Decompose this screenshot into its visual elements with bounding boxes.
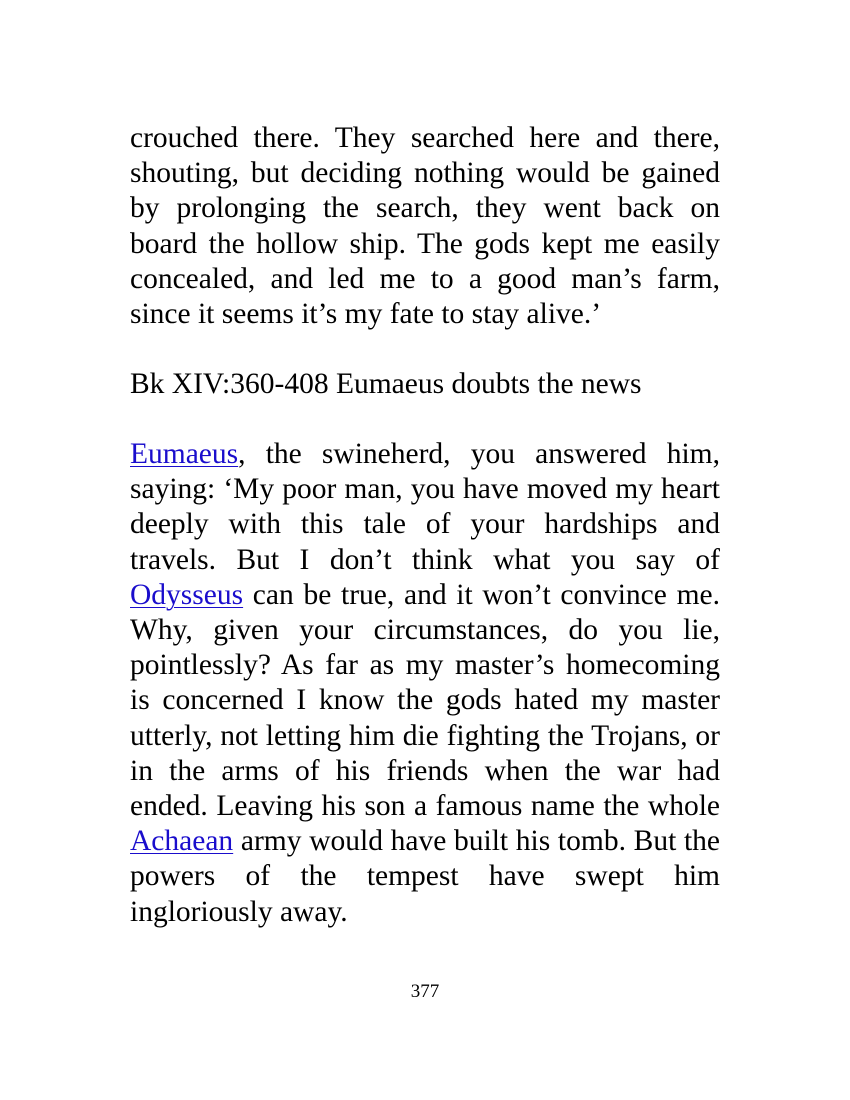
paragraph-text-segment: , the swineherd, you answered him, saying: ‘My poor man, you have moved my heart deeply with this tale of your hardships and travels. But I don’t think what you say of [130, 438, 720, 576]
paragraph-continued: crouched there. They searched here and there, shouting, but deciding nothing would be gained by prolonging the search, they went back on board the hollow ship. The gods kept me easily concealed, and led me to a good man’s farm, since it seems it’s my fate to stay alive.’ [130, 122, 720, 331]
link-eumaeus[interactable]: Eumaeus [130, 438, 239, 470]
paragraph-text-segment: army would have built his tomb. But the powers of the tempest have swept him ingloriously away. [130, 825, 720, 928]
paragraph-eumaeus-reply [130, 437, 720, 930]
page-number: 377 [410, 981, 440, 1002]
link-achaean[interactable]: Achaean [130, 825, 234, 858]
link-odysseus[interactable]: Odysseus [130, 578, 244, 611]
paragraph-text-segment: can be true, and it won’t convince me. Why, given your circumstances, do you lie, pointlessly? As far as my master’s homecoming is concerned I know the gods hated my master utterly, not letting him die fighting the Trojans, or in the arms of his friends when the war had ended. Leaving his son a famous name the whole [130, 578, 720, 823]
section-heading: Bk XIV:360-408 Eumaeus doubts the news [130, 368, 642, 400]
